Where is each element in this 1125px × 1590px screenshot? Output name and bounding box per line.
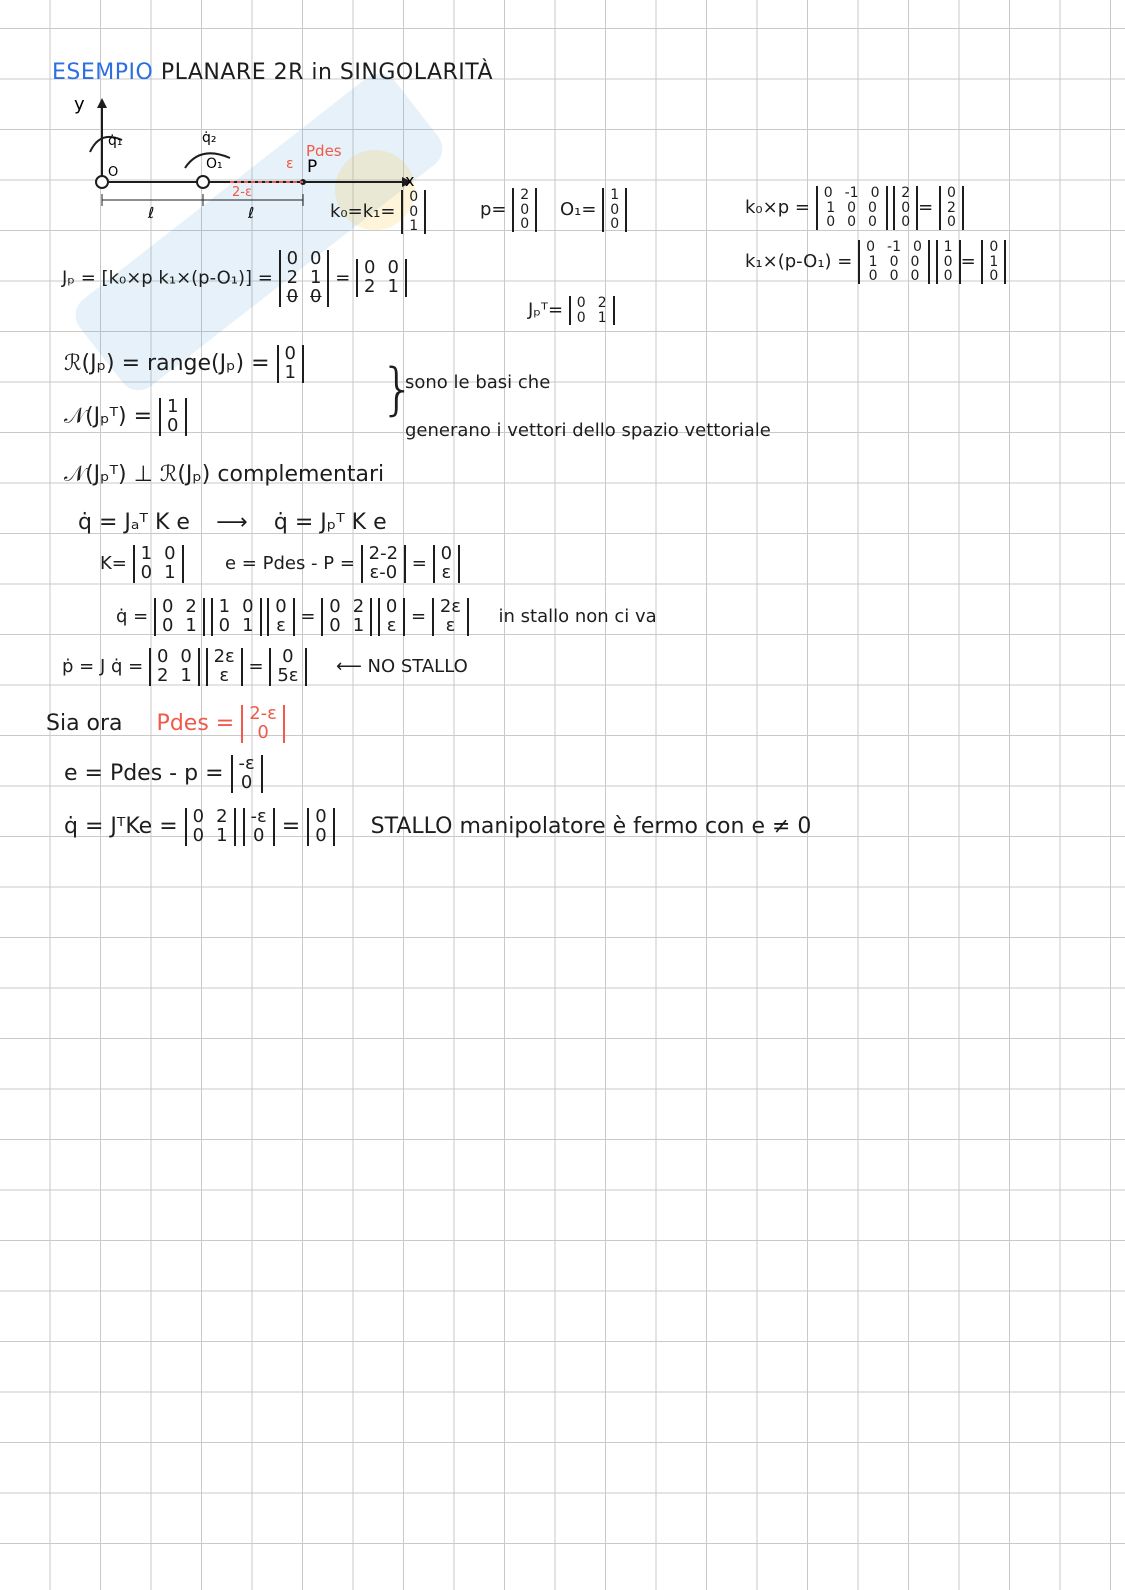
link2-length: ℓ [248, 204, 255, 222]
range-row: ℛ(Jₚ) = range(Jₚ) = 0 1 [64, 345, 304, 383]
q1-label: q̇₁ [108, 133, 123, 149]
k0-definition: k₀=k₁= 0 0 1 [330, 190, 426, 234]
pdot-note: ⟵ NO STALLO [335, 655, 468, 677]
o1-definition: O₁= 1 0 0 [560, 188, 627, 232]
spaces-note-2: generano i vettori dello spazio vettoriale [405, 420, 771, 441]
joint-o1-icon [197, 176, 209, 188]
qdot-note: in stallo non ci va [498, 605, 657, 627]
pdot-row: ṗ = J q̇ = 0 0 2 1 2ε ε = 0 5ε ⟵ NO STALLO [62, 646, 468, 686]
qdot-row: q̇ = 0 2 0 1 1 0 0 1 0 ε = 0 2 0 1 0 ε = 2ε ε in stallo non ci va [116, 596, 657, 636]
stall-note: STALLO manipolatore è fermo con e ≠ 0 [370, 813, 812, 839]
complementary-row: 𝒩(Jₚᵀ) ⊥ ℛ(Jₚ) complementari [64, 462, 385, 487]
page-title [52, 60, 493, 85]
joint-o-icon [96, 176, 108, 188]
title-example: ESEMPIO [52, 60, 154, 85]
y-axis-label: y [74, 94, 85, 115]
spaces-note-1: sono le basi che [405, 372, 551, 393]
k0xp-product: k₀×p = 0 -1 0 1 0 0 0 0 0 2 0 0 = 0 2 0 [745, 186, 964, 230]
p-label: P [307, 157, 318, 177]
p-definition: p= 2 0 0 [480, 188, 537, 232]
o1-label: O₁ [206, 156, 223, 172]
brace-icon: } [380, 357, 416, 422]
two-minus-eps-label: 2-ε [232, 185, 252, 200]
second-error-row: e = Pdes - p = -ε 0 [64, 755, 263, 793]
link1-length: ℓ [148, 204, 155, 222]
jacobian-transpose: Jₚᵀ= 0 2 0 1 [528, 296, 615, 325]
pdes-label: Pdes [306, 142, 342, 160]
eps-label: ε [286, 156, 294, 172]
x-axis-label: x [405, 171, 415, 190]
q2-label: q̇₂ [202, 130, 217, 146]
sia-row: Sia ora Pdes = 2-ε 0 [46, 705, 285, 743]
jacobian-row: Jₚ = [k₀×p k₁×(p-O₁)] = 0 0 2 1 0 0 = 0 0 2 1 [62, 250, 407, 307]
k1x-product: k₁×(p-O₁) = 0 -1 0 1 0 0 0 0 0 1 0 0 = 0 1 0 [745, 240, 1006, 284]
y-arrow-icon [97, 98, 107, 108]
o-label: O [108, 165, 119, 180]
control-law-row: q̇ = Jₐᵀ K e ⟶ q̇ = Jₚᵀ K e [78, 510, 387, 535]
title-text: PLANARE 2R in SINGOLARITÀ [160, 60, 494, 85]
second-qdot-row: q̇ = JᵀKe = 0 2 0 1 -ε 0 = 0 0 STALLO manipolatore è fermo con e ≠ 0 [64, 806, 812, 846]
null-row: 𝒩(Jₚᵀ) = 1 0 [64, 398, 187, 436]
gain-matrix-row: K= 1 0 0 1 e = Pdes - P = 2-2 ε-0 = 0 ε [100, 545, 460, 583]
